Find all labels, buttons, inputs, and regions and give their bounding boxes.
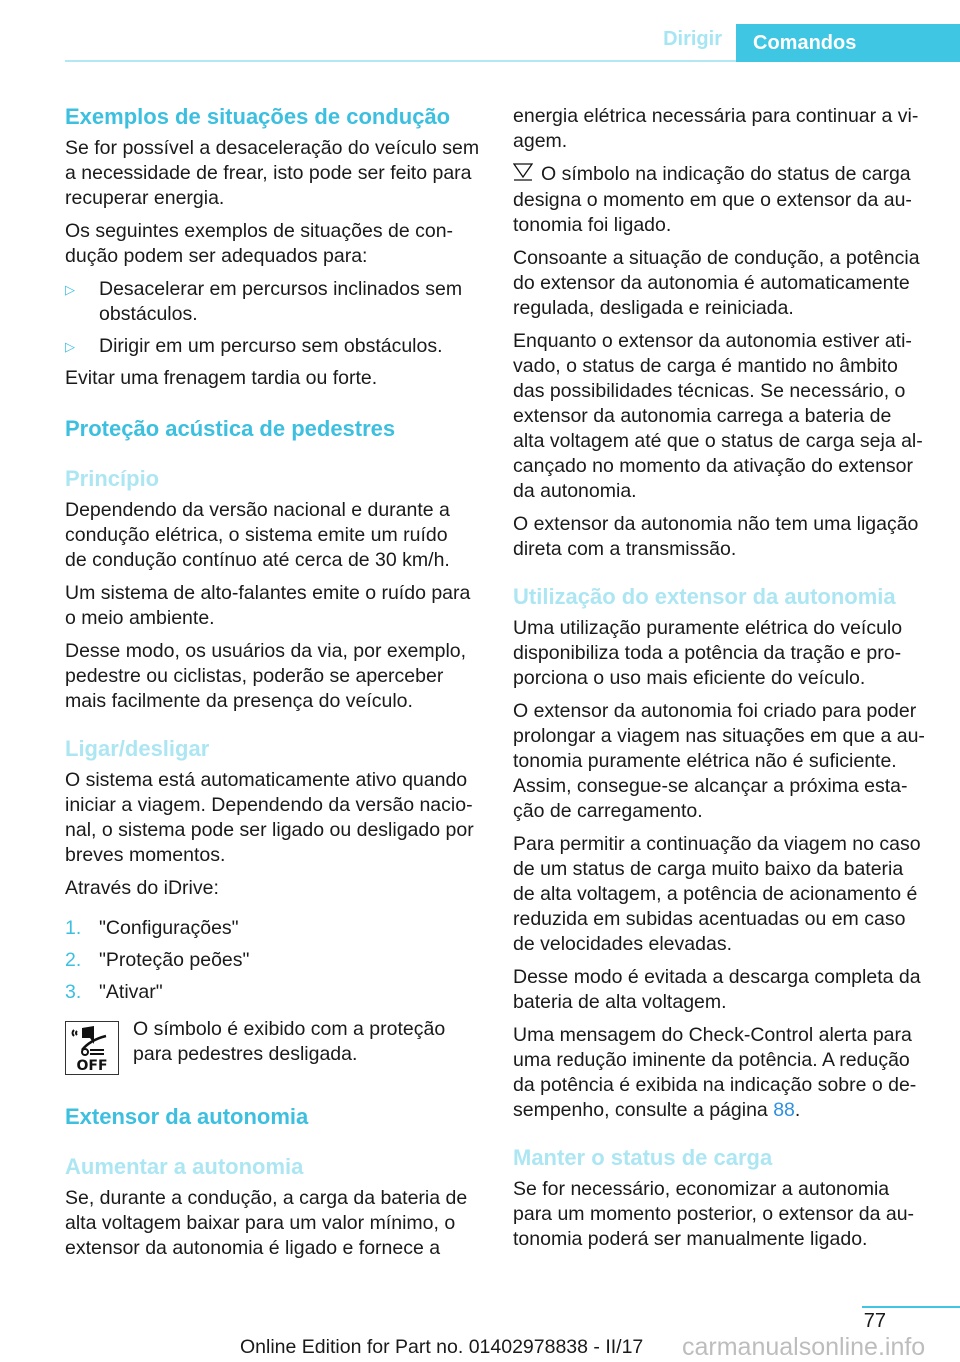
pedestrian-protection-off-icon [65,1021,119,1075]
paragraph: O sistema está automaticamente ativo quando iniciar a viagem. Dependendo da versão nacio‐ nal, o sistema pode ser ligado ou desligado por breves momentos. [65,769,474,866]
paragraph: Os seguintes exemplos de situações de con‐ dução podem ser adequados para: [65,220,454,267]
paragraph: Através do iDrive: [65,877,219,899]
right-column [513,104,938,1260]
paragraph: Enquanto o extensor da autonomia estiver ati‐ vado, o status de carga é mantido no âmbito das possibilidades técnicas. Se necessário, o extensor da autonomia carrega a bateria de alta voltagem até que o status de carga seja al‐ cançado no momento da ativação do extensor da autonomia. [513,330,923,502]
paragraph: O símbolo na indicação do status de carga designa o momento em que o extensor da au‐ tonomia foi ligado. [513,163,912,236]
paragraph: Se for necessário, economizar a autonomia para um momento posterior, o extensor da au‐ tonomia poderá ser manualmente ligado. [513,1178,915,1250]
paragraph: Evitar uma frenagem tardia ou forte. [65,367,378,389]
header-section: Dirigir [663,28,722,50]
heading-ligar: Ligar/desligar [65,736,210,761]
page-link[interactable]: 88 [773,1099,795,1121]
heading-extensor: Extensor da autonomia [65,1104,309,1129]
step-item: 1. "Configurações" [65,917,239,939]
edition-text: Online Edition for Part no. 01402978838 - II/17 [240,1336,644,1358]
page-number: 77 [863,1310,886,1332]
paragraph: O extensor da autonomia foi criado para poder prolongar a viagem nas situações em que a au‐ tonomia puramente elétrica não é suficiente. Assim, consegue-se alcançar a próxima esta‐ ção de carregamento. [513,700,925,822]
paragraph: energia elétrica necessária para continuar a vi‐ agem. [513,105,919,152]
paragraph: Desse modo é evitada a descarga completa da bateria de alta voltagem. [513,966,921,1013]
heading-exemplos: Exemplos de situações de condução [65,104,451,129]
heading-principio: Princípio [65,466,160,491]
list-item: ▷ Dirigir em um percurso sem obstáculos. [65,335,443,357]
watermark: carmanualsonline.info [682,1333,926,1361]
paragraph: Dependendo da versão nacional e durante a condução elétrica, o sistema emite um ruído de condução contínuo até cerca de 30 km/h. [65,499,450,571]
footer-rule [862,1306,960,1308]
triangle-bullet-icon: ▷ [65,339,75,354]
icon-caption: O símbolo é exibido com a proteção para pedestres desligada. [133,1018,446,1065]
paragraph: O extensor da autonomia não tem uma ligação direta com a transmissão. [513,513,919,560]
charge-status-marker-icon [513,163,533,188]
icon-note [65,1017,490,1075]
paragraph: Consoante a situação de condução, a potência do extensor da autonomia é automaticamente regulada, desligada e reiniciada. [513,247,920,319]
paragraph: Desse modo, os usuários da via, por exemplo, pedestre ou ciclistas, poderão se aperceber mais facilmente da presença do veículo. [65,640,467,712]
paragraph: Se for possível a desaceleração do veículo sem a necessidade de frear, isto pode ser feito para recuperar energia. [65,137,480,209]
heading-manter: Manter o status de carga [513,1145,773,1170]
paragraph: Se, durante a condução, a carga da bateria de alta voltagem baixar para um valor mínimo, o extensor da autonomia é ligado e fornece a [65,1187,468,1259]
triangle-bullet-icon: ▷ [65,282,75,297]
left-column [65,102,490,1269]
header-chapter-tab: Comandos [736,24,960,62]
step-item: 3. "Ativar" [65,981,163,1003]
heading-utilizacao: Utilização do extensor da autonomia [513,584,896,609]
paragraph: Uma mensagem do Check-Control alerta para uma redução iminente da potência. A redução da potência é exibida na indicação sobre o de‐ sempenho, consulte a página 88. [513,1024,917,1121]
svg-text:OFF: OFF [76,1058,108,1072]
heading-aumentar: Aumentar a autonomia [65,1154,304,1179]
list-item: ▷ Desacelerar em percursos inclinados sem obstáculos. [65,278,463,325]
paragraph: Um sistema de alto-falantes emite o ruído para o meio ambiente. [65,582,471,629]
paragraph: Uma utilização puramente elétrica do veículo disponibiliza toda a potência da tração e pro‐ porciona o uso mais eficiente do veículo. [513,617,903,689]
step-item: 2. "Proteção peões" [65,949,250,971]
paragraph: Para permitir a continuação da viagem no caso de um status de carga muito baixo da bateria de alta voltagem, a potência de acionamento é reduzida em subidas acentuadas ou em caso de velocidades elevadas. [513,833,921,955]
heading-protecao: Proteção acústica de pedestres [65,416,396,441]
